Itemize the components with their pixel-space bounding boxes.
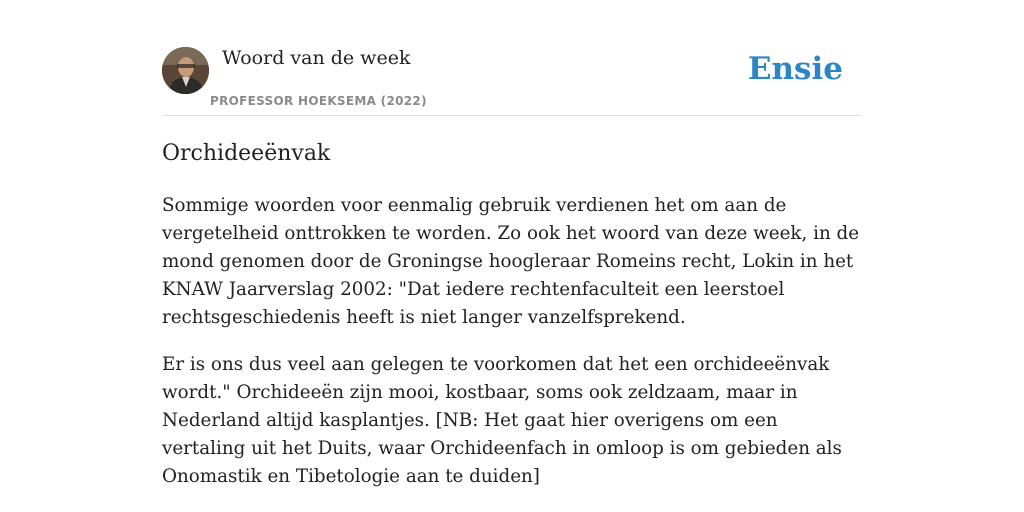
brand-logo[interactable]: Ensie	[747, 51, 843, 87]
author-avatar[interactable]	[162, 47, 209, 94]
author-name[interactable]: PROFESSOR HOEKSEMA (2022)	[210, 94, 427, 108]
article-paragraph: Er is ons dus veel aan gelegen te voorkomen dat het een orchideeënvak wordt." Orchideeën zijn mooi, kostbaar, soms ook zeldzaam, maar in Nederland altijd kasplantjes. [NB: Het gaat hier overigens om een vertaling uit het Duits, waar Orchideenfach in omloop is om gebieden als Onomastik en Tibetologie aan te duiden]	[162, 354, 842, 487]
header-divider	[162, 115, 862, 116]
article-body	[162, 192, 862, 510]
article-title: Orchideeënvak	[162, 141, 331, 166]
author-photo	[162, 47, 209, 94]
column-title[interactable]: Woord van de week	[222, 47, 411, 69]
article-paragraph: Sommige woorden voor eenmalig gebruik verdienen het om aan de vergetelheid onttrokken te worden. Zo ook het woord van deze week, in de mond genomen door de Groningse hoogleraar Romeins recht, Lokin in het KNAW Jaarverslag 2002: "Dat iedere rechtenfaculteit een leerstoel rechtsgeschiedenis heeft is niet langer vanzelfsprekend.	[162, 195, 860, 328]
